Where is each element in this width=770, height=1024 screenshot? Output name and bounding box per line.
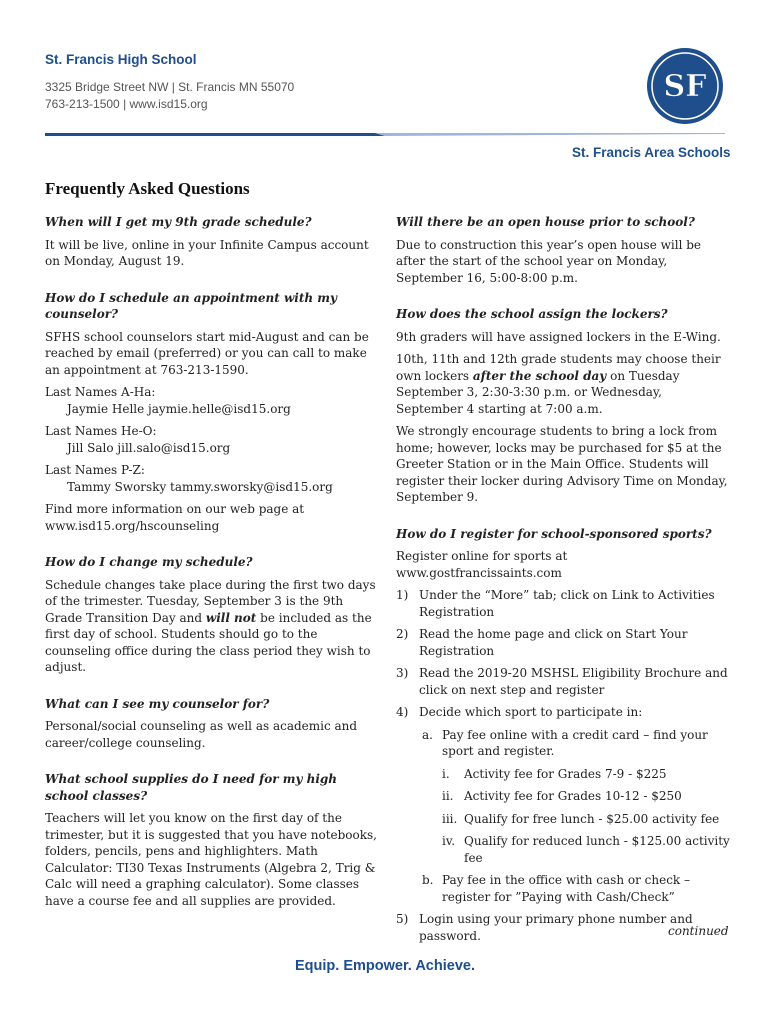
faq-answer: Teachers will let you know on the first day of the trimester, but it is suggested that you have notebooks, folders, pencils, pens and highlighters. Math Calculator: TI30 Texas Instruments (Algebra 2, Trig & Calc will need a graphing calculator). Some classes have a course fee and all supplies are provided. <box>45 811 377 908</box>
registration-step: 5) Login using your primary phone number and password. <box>396 912 693 943</box>
footer-tagline: Equip. Empower. Achieve. <box>295 958 475 974</box>
page-title: Frequently Asked Questions <box>45 179 250 198</box>
registration-step: 1) Under the “More” tab; click on Link to Activities Registration <box>396 588 715 619</box>
counselor-label: Last Names A-Ha: <box>45 385 156 399</box>
faq-answer: Register online for sports at www.gostfrancissaints.com <box>396 549 568 580</box>
counselor-contact: Jaymie Helle jaymie.helle@isd15.org <box>67 401 291 416</box>
faq-right-column <box>396 214 730 950</box>
faq-answer: Schedule changes take place during the first two days of the trimester. Tuesday, September 3 is the 9th Grade Transition Day and will not be included as the first day of school. Students should go to the counseling office during the class period they wish to adjust. <box>45 577 376 674</box>
counselor-label: Last Names P-Z: <box>45 463 145 477</box>
header-rule <box>45 130 725 138</box>
registration-step: 3) Read the 2019-20 MSHSL Eligibility Brochure and click on next step and register <box>396 666 728 697</box>
fee-item: ii. Activity fee for Grades 10-12 - $250 <box>442 789 682 803</box>
fee-item: iii. Qualify for free lunch - $25.00 activity fee <box>442 811 720 826</box>
faq-question: How does the school assign the lockers? <box>396 307 668 321</box>
sf-logo-icon <box>646 47 724 125</box>
fee-item: iv. Qualify for reduced lunch - $125.00 activity fee <box>442 834 730 865</box>
payment-option: b. Pay fee in the office with cash or check – register for ”Paying with Cash/Check” <box>422 873 690 904</box>
faq-answer: Find more information on our web page at www.isd15.org/hscounseling <box>45 502 305 533</box>
faq-answer: We strongly encourage students to bring a lock from home; however, locks may be purchased for $5 at the Greeter Station or in the Main Office. Students will register their locker during Advisory Time on Monday, September 9. <box>396 424 728 504</box>
faq-answer: 9th graders will have assigned lockers in the E-Wing. <box>396 329 721 344</box>
faq-answer: It will be live, online in your Infinite Campus account on Monday, August 19. <box>45 237 369 268</box>
faq-question: Will there be an open house prior to school? <box>396 215 695 229</box>
faq-answer: 10th, 11th and 12th grade students may choose their own lockers after the school day on Tuesday September 3, 2:30-3:30 p.m. or Wednesday, September 4 starting at 7:00 a.m. <box>396 352 721 416</box>
faq-question: When will I get my 9th grade schedule? <box>45 215 312 229</box>
school-name: St. Francis High School <box>45 52 197 67</box>
faq-question: How do I register for school-sponsored sports? <box>396 526 712 541</box>
logo-letters: SF <box>663 69 707 104</box>
emphasis: after the school day <box>472 368 607 383</box>
emphasis: will not <box>205 610 257 625</box>
counselor-contact: Jill Salo jill.salo@isd15.org <box>67 440 231 455</box>
counselor-contact: Tammy Sworsky tammy.sworsky@isd15.org <box>67 479 333 494</box>
faq-left-column <box>45 214 377 915</box>
faq-question: What school supplies do I need for my high school classes? <box>45 772 338 803</box>
faq-answer: Due to construction this year’s open house will be after the start of the school year on Monday, September 16, 5:00-8:00 p.m. <box>396 237 702 285</box>
faq-answer: SFHS school counselors start mid-August and can be reached by email (preferred) or you can call to make an appointment at 763-213-1590. <box>45 329 369 377</box>
continued-note: continued <box>668 924 729 938</box>
school-contact: 763-213-1500 | www.isd15.org <box>45 97 208 111</box>
payment-option: a. Pay fee online with a credit card – find your sport and register. <box>422 727 708 758</box>
school-address: 3325 Bridge Street NW | St. Francis MN 55070 <box>45 80 295 94</box>
district-name: St. Francis Area Schools <box>572 145 731 160</box>
faq-question: What can I see my counselor for? <box>45 696 270 711</box>
fee-item: i. Activity fee for Grades 7-9 - $225 <box>442 766 667 781</box>
faq-answer: Personal/social counseling as well as academic and career/college counseling. <box>45 719 358 750</box>
faq-question: How do I schedule an appointment with my counselor? <box>45 290 337 321</box>
faq-question: How do I change my schedule? <box>45 555 253 569</box>
counselor-label: Last Names He-O: <box>45 424 157 438</box>
registration-step: 2) Read the home page and click on Start Your Registration <box>396 627 688 658</box>
registration-step: 4) Decide which sport to participate in: <box>396 705 643 719</box>
